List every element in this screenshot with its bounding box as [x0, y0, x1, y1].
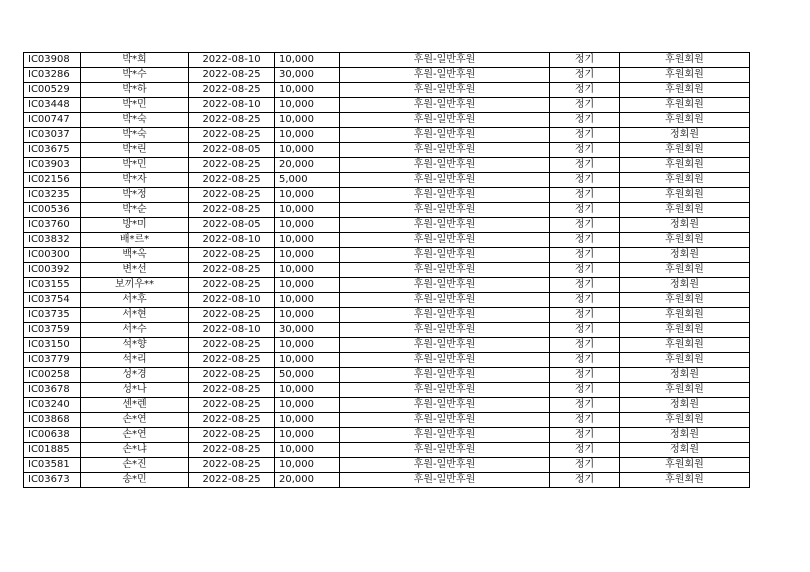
donor-name-cell: 박*린	[81, 143, 189, 158]
amount-cell: 5,000	[275, 173, 340, 188]
donation-type-cell: 후원-일반후원	[340, 413, 550, 428]
amount-cell: 10,000	[275, 143, 340, 158]
table-row	[24, 83, 750, 98]
frequency-cell: 정기	[550, 248, 620, 263]
donor-name-cell: 박*희	[81, 53, 189, 68]
amount-cell: 30,000	[275, 68, 340, 83]
donor-name-cell: 서*후	[81, 293, 189, 308]
donor-id-cell: IC03754	[24, 293, 81, 308]
donation-date-cell: 2022-08-25	[189, 473, 275, 488]
amount-cell: 10,000	[275, 218, 340, 233]
amount-cell: 30,000	[275, 323, 340, 338]
donor-name-cell: 손*연	[81, 413, 189, 428]
donor-name-cell: 박*숙	[81, 113, 189, 128]
amount-cell: 10,000	[275, 443, 340, 458]
amount-cell: 10,000	[275, 263, 340, 278]
frequency-cell: 정기	[550, 353, 620, 368]
donation-type-cell: 후원-일반후원	[340, 443, 550, 458]
donation-type-cell: 후원-일반후원	[340, 218, 550, 233]
member-type-cell: 후원회원	[620, 233, 750, 248]
donation-date-cell: 2022-08-25	[189, 383, 275, 398]
member-type-cell: 후원회원	[620, 293, 750, 308]
frequency-cell: 정기	[550, 83, 620, 98]
member-type-cell: 후원회원	[620, 458, 750, 473]
table-row	[24, 338, 750, 353]
donation-date-cell: 2022-08-25	[189, 428, 275, 443]
donation-date-cell: 2022-08-25	[189, 368, 275, 383]
member-type-cell: 후원회원	[620, 158, 750, 173]
member-type-cell: 후원회원	[620, 53, 750, 68]
donation-type-cell: 후원-일반후원	[340, 113, 550, 128]
donation-type-cell: 후원-일반후원	[340, 278, 550, 293]
table-row	[24, 113, 750, 128]
table-row	[24, 143, 750, 158]
frequency-cell: 정기	[550, 233, 620, 248]
table-row	[24, 293, 750, 308]
frequency-cell: 정기	[550, 308, 620, 323]
amount-cell: 10,000	[275, 428, 340, 443]
table-row	[24, 368, 750, 383]
amount-cell: 10,000	[275, 338, 340, 353]
amount-cell: 50,000	[275, 368, 340, 383]
table-row	[24, 428, 750, 443]
table-row	[24, 263, 750, 278]
donor-name-cell: 서*수	[81, 323, 189, 338]
member-type-cell: 후원회원	[620, 308, 750, 323]
ledger-body	[24, 53, 750, 488]
donor-name-cell: 손*연	[81, 428, 189, 443]
amount-cell: 10,000	[275, 413, 340, 428]
donation-type-cell: 후원-일반후원	[340, 233, 550, 248]
donation-ledger-table	[23, 52, 750, 488]
donor-id-cell: IC03240	[24, 398, 81, 413]
member-type-cell: 정회원	[620, 398, 750, 413]
frequency-cell: 정기	[550, 443, 620, 458]
frequency-cell: 정기	[550, 158, 620, 173]
donation-date-cell: 2022-08-25	[189, 68, 275, 83]
donation-date-cell: 2022-08-25	[189, 83, 275, 98]
amount-cell: 20,000	[275, 473, 340, 488]
amount-cell: 10,000	[275, 308, 340, 323]
donation-type-cell: 후원-일반후원	[340, 458, 550, 473]
member-type-cell: 후원회원	[620, 353, 750, 368]
table-row	[24, 98, 750, 113]
member-type-cell: 후원회원	[620, 473, 750, 488]
amount-cell: 10,000	[275, 53, 340, 68]
donor-id-cell: IC03155	[24, 278, 81, 293]
frequency-cell: 정기	[550, 368, 620, 383]
amount-cell: 10,000	[275, 188, 340, 203]
table-row	[24, 413, 750, 428]
member-type-cell: 후원회원	[620, 413, 750, 428]
member-type-cell: 후원회원	[620, 98, 750, 113]
table-row	[24, 203, 750, 218]
frequency-cell: 정기	[550, 398, 620, 413]
donation-date-cell: 2022-08-10	[189, 98, 275, 113]
donor-id-cell: IC03037	[24, 128, 81, 143]
table-row	[24, 218, 750, 233]
donation-type-cell: 후원-일반후원	[340, 323, 550, 338]
frequency-cell: 정기	[550, 278, 620, 293]
donation-date-cell: 2022-08-25	[189, 413, 275, 428]
donor-name-cell: 송*민	[81, 473, 189, 488]
donation-type-cell: 후원-일반후원	[340, 128, 550, 143]
donor-id-cell: IC00536	[24, 203, 81, 218]
frequency-cell: 정기	[550, 128, 620, 143]
donor-name-cell: 성*경	[81, 368, 189, 383]
donor-id-cell: IC03868	[24, 413, 81, 428]
member-type-cell: 정회원	[620, 428, 750, 443]
frequency-cell: 정기	[550, 428, 620, 443]
donor-id-cell: IC03903	[24, 158, 81, 173]
donor-name-cell: 센*렌	[81, 398, 189, 413]
donor-name-cell: 박*숙	[81, 128, 189, 143]
amount-cell: 10,000	[275, 128, 340, 143]
donor-id-cell: IC00300	[24, 248, 81, 263]
donation-type-cell: 후원-일반후원	[340, 368, 550, 383]
donor-name-cell: 보끼우**	[81, 278, 189, 293]
donor-name-cell: 변*선	[81, 263, 189, 278]
donation-date-cell: 2022-08-25	[189, 308, 275, 323]
donor-id-cell: IC03735	[24, 308, 81, 323]
donor-id-cell: IC03235	[24, 188, 81, 203]
frequency-cell: 정기	[550, 413, 620, 428]
donation-type-cell: 후원-일반후원	[340, 53, 550, 68]
donor-name-cell: 백*옥	[81, 248, 189, 263]
amount-cell: 10,000	[275, 353, 340, 368]
member-type-cell: 후원회원	[620, 113, 750, 128]
donation-type-cell: 후원-일반후원	[340, 188, 550, 203]
donor-id-cell: IC00392	[24, 263, 81, 278]
frequency-cell: 정기	[550, 458, 620, 473]
donation-type-cell: 후원-일반후원	[340, 398, 550, 413]
table-row	[24, 278, 750, 293]
amount-cell: 10,000	[275, 233, 340, 248]
member-type-cell: 정회원	[620, 248, 750, 263]
table-row	[24, 443, 750, 458]
table-row	[24, 323, 750, 338]
donor-name-cell: 방*미	[81, 218, 189, 233]
frequency-cell: 정기	[550, 53, 620, 68]
table-row	[24, 188, 750, 203]
donation-date-cell: 2022-08-25	[189, 263, 275, 278]
frequency-cell: 정기	[550, 263, 620, 278]
donation-date-cell: 2022-08-25	[189, 203, 275, 218]
member-type-cell: 후원회원	[620, 338, 750, 353]
table-row	[24, 173, 750, 188]
donor-name-cell: 손*냐	[81, 443, 189, 458]
donation-type-cell: 후원-일반후원	[340, 143, 550, 158]
member-type-cell: 후원회원	[620, 173, 750, 188]
donor-id-cell: IC03448	[24, 98, 81, 113]
donor-id-cell: IC00258	[24, 368, 81, 383]
amount-cell: 10,000	[275, 248, 340, 263]
donation-date-cell: 2022-08-10	[189, 53, 275, 68]
frequency-cell: 정기	[550, 173, 620, 188]
member-type-cell: 후원회원	[620, 203, 750, 218]
donation-date-cell: 2022-08-05	[189, 218, 275, 233]
donor-id-cell: IC03832	[24, 233, 81, 248]
donation-date-cell: 2022-08-10	[189, 233, 275, 248]
donation-type-cell: 후원-일반후원	[340, 428, 550, 443]
donor-id-cell: IC03675	[24, 143, 81, 158]
donation-type-cell: 후원-일반후원	[340, 173, 550, 188]
frequency-cell: 정기	[550, 113, 620, 128]
donation-date-cell: 2022-08-25	[189, 353, 275, 368]
frequency-cell: 정기	[550, 98, 620, 113]
donor-name-cell: 박*자	[81, 173, 189, 188]
member-type-cell: 후원회원	[620, 188, 750, 203]
frequency-cell: 정기	[550, 68, 620, 83]
table-row	[24, 158, 750, 173]
donor-name-cell: 성*나	[81, 383, 189, 398]
member-type-cell: 후원회원	[620, 68, 750, 83]
member-type-cell: 후원회원	[620, 323, 750, 338]
frequency-cell: 정기	[550, 203, 620, 218]
donor-id-cell: IC01885	[24, 443, 81, 458]
amount-cell: 20,000	[275, 158, 340, 173]
frequency-cell: 정기	[550, 473, 620, 488]
donation-date-cell: 2022-08-25	[189, 113, 275, 128]
amount-cell: 10,000	[275, 203, 340, 218]
member-type-cell: 후원회원	[620, 83, 750, 98]
donation-date-cell: 2022-08-25	[189, 173, 275, 188]
donation-type-cell: 후원-일반후원	[340, 98, 550, 113]
donor-name-cell: 박*정	[81, 188, 189, 203]
member-type-cell: 정회원	[620, 278, 750, 293]
donation-type-cell: 후원-일반후원	[340, 473, 550, 488]
table-row	[24, 353, 750, 368]
donation-type-cell: 후원-일반후원	[340, 338, 550, 353]
donor-name-cell: 석*향	[81, 338, 189, 353]
donation-date-cell: 2022-08-25	[189, 158, 275, 173]
donation-date-cell: 2022-08-25	[189, 248, 275, 263]
donor-id-cell: IC00638	[24, 428, 81, 443]
donor-id-cell: IC03908	[24, 53, 81, 68]
table-row	[24, 398, 750, 413]
donation-type-cell: 후원-일반후원	[340, 158, 550, 173]
donor-id-cell: IC00747	[24, 113, 81, 128]
table-row	[24, 473, 750, 488]
amount-cell: 10,000	[275, 113, 340, 128]
member-type-cell: 정회원	[620, 128, 750, 143]
donation-type-cell: 후원-일반후원	[340, 383, 550, 398]
member-type-cell: 후원회원	[620, 143, 750, 158]
amount-cell: 10,000	[275, 458, 340, 473]
donation-type-cell: 후원-일반후원	[340, 68, 550, 83]
donor-name-cell: 배*르*	[81, 233, 189, 248]
donation-type-cell: 후원-일반후원	[340, 293, 550, 308]
table-row	[24, 383, 750, 398]
donor-id-cell: IC03759	[24, 323, 81, 338]
donation-date-cell: 2022-08-10	[189, 323, 275, 338]
table-row	[24, 233, 750, 248]
donation-type-cell: 후원-일반후원	[340, 353, 550, 368]
donor-name-cell: 서*현	[81, 308, 189, 323]
frequency-cell: 정기	[550, 323, 620, 338]
donation-date-cell: 2022-08-25	[189, 188, 275, 203]
member-type-cell: 후원회원	[620, 383, 750, 398]
table-row	[24, 248, 750, 263]
donor-name-cell: 손*진	[81, 458, 189, 473]
amount-cell: 10,000	[275, 98, 340, 113]
member-type-cell: 후원회원	[620, 263, 750, 278]
amount-cell: 10,000	[275, 278, 340, 293]
donation-date-cell: 2022-08-25	[189, 338, 275, 353]
frequency-cell: 정기	[550, 143, 620, 158]
donor-name-cell: 박*민	[81, 158, 189, 173]
table-row	[24, 128, 750, 143]
donation-date-cell: 2022-08-25	[189, 398, 275, 413]
table-row	[24, 53, 750, 68]
donation-date-cell: 2022-08-25	[189, 278, 275, 293]
donation-date-cell: 2022-08-25	[189, 443, 275, 458]
donor-id-cell: IC00529	[24, 83, 81, 98]
donation-type-cell: 후원-일반후원	[340, 308, 550, 323]
donor-id-cell: IC03673	[24, 473, 81, 488]
member-type-cell: 정회원	[620, 218, 750, 233]
donor-name-cell: 석*리	[81, 353, 189, 368]
table-row	[24, 458, 750, 473]
amount-cell: 10,000	[275, 293, 340, 308]
table-row	[24, 68, 750, 83]
donation-type-cell: 후원-일반후원	[340, 203, 550, 218]
donation-date-cell: 2022-08-05	[189, 143, 275, 158]
amount-cell: 10,000	[275, 83, 340, 98]
donor-id-cell: IC03286	[24, 68, 81, 83]
table-row	[24, 308, 750, 323]
frequency-cell: 정기	[550, 383, 620, 398]
donor-name-cell: 박*하	[81, 83, 189, 98]
donation-date-cell: 2022-08-10	[189, 293, 275, 308]
frequency-cell: 정기	[550, 293, 620, 308]
frequency-cell: 정기	[550, 188, 620, 203]
donor-id-cell: IC02156	[24, 173, 81, 188]
donor-id-cell: IC03150	[24, 338, 81, 353]
donation-type-cell: 후원-일반후원	[340, 263, 550, 278]
donor-name-cell: 박*민	[81, 98, 189, 113]
donation-type-cell: 후원-일반후원	[340, 83, 550, 98]
member-type-cell: 정회원	[620, 368, 750, 383]
donor-id-cell: IC03678	[24, 383, 81, 398]
donor-id-cell: IC03581	[24, 458, 81, 473]
frequency-cell: 정기	[550, 218, 620, 233]
donation-date-cell: 2022-08-25	[189, 458, 275, 473]
donor-id-cell: IC03760	[24, 218, 81, 233]
member-type-cell: 정회원	[620, 443, 750, 458]
amount-cell: 10,000	[275, 398, 340, 413]
donation-type-cell: 후원-일반후원	[340, 248, 550, 263]
frequency-cell: 정기	[550, 338, 620, 353]
donor-name-cell: 박*순	[81, 203, 189, 218]
donor-name-cell: 박*수	[81, 68, 189, 83]
amount-cell: 10,000	[275, 383, 340, 398]
donor-id-cell: IC03779	[24, 353, 81, 368]
donation-date-cell: 2022-08-25	[189, 128, 275, 143]
